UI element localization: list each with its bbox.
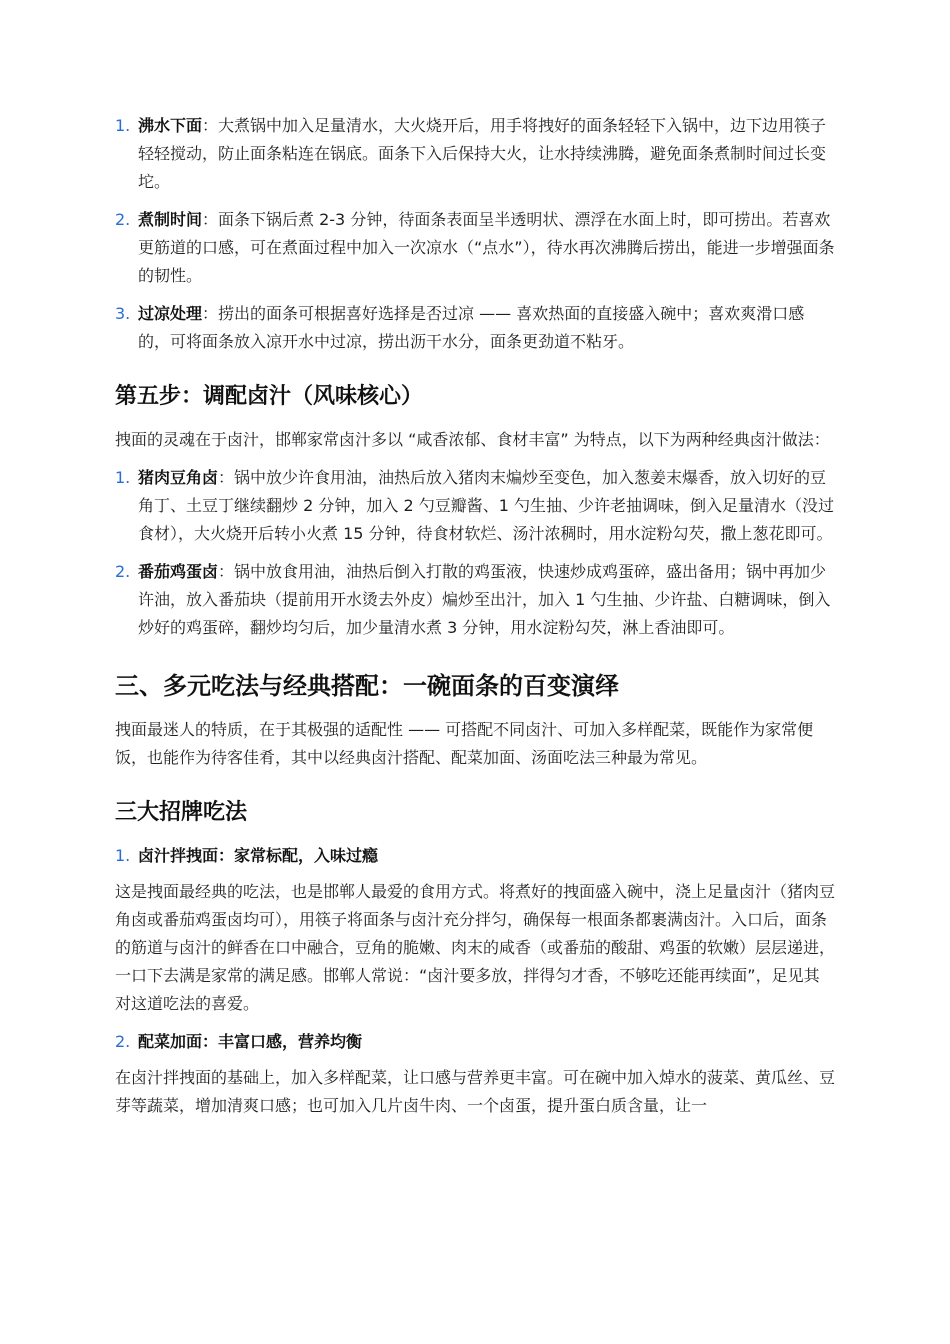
document-page — [115, 112, 835, 1130]
list-item-text: ：捞出的面条可根据喜好选择是否过凉 —— 喜欢热面的直接盛入碗中；喜欢爽滑口感的，可将面条放入凉开水中过凉，捞出沥干水分，面条更劲道不粘牙。 — [138, 304, 805, 351]
list-item-text: ：锅中放少许食用油，油热后放入猪肉末煸炒至变色，加入葱姜末爆香，放入切好的豆角丁、土豆丁继续翻炒 2 分钟，加入 2 勺豆瓣酱、1 勺生抽、少许老抽调味，倒入足量清水（没过食材），大火烧开后转小火煮 15 分钟，待食材软烂、汤汁浓稠时，用水淀粉勾芡，撒上葱花即可。 — [138, 468, 834, 543]
list-item-body — [138, 300, 835, 356]
list-item-body — [138, 112, 835, 196]
step5-heading: 第五步：调配卤汁（风味核心） — [115, 384, 424, 409]
list-item-text: ：面条下锅后煮 2-3 分钟，待面条表面呈半透明状、漂浮在水面上时，即可捞出。若喜欢更筋道的口感，可在煮面过程中加入一次凉水（“点水”），待水再次沸腾后捞出，能进一步增强面条的韧性。 — [138, 210, 835, 285]
cooking-steps-list — [115, 112, 835, 356]
list-number: 1. — [115, 468, 131, 487]
list-item-text: ：大煮锅中加入足量清水，大火烧开后，用手将拽好的面条轻轻下入锅中，边下边用筷子轻轻搅动，防止面条粘连在锅底。面条下入后保持大火，让水持续沸腾，避免面条煮制时间过长变坨。 — [138, 116, 827, 191]
list-item — [115, 464, 835, 548]
step5-intro: 拽面的灵魂在于卤汁，邯郸家常卤汁多以 “咸香浓郁、食材丰富” 为特点，以下为两种经典卤汁做法： — [115, 430, 830, 449]
list-number: 1. — [115, 116, 131, 135]
section3-intro: 拽面最迷人的特质，在于其极强的适配性 —— 可搭配不同卤汁、可加入多样配菜，既能作为家常便饭，也能作为待客佳肴，其中以经典卤汁搭配、配菜加面、汤面吃法三种最为常见。 — [115, 720, 814, 767]
method-title: 配菜加面：丰富口感，营养均衡 — [138, 1032, 363, 1051]
sauce-list — [115, 464, 835, 642]
method-subheading — [115, 842, 835, 870]
list-number: 2. — [115, 1032, 131, 1051]
method-title: 卤汁拌拽面：家常标配，入味过瘾 — [138, 846, 379, 865]
list-number: 2. — [115, 210, 131, 229]
list-item-body — [138, 206, 835, 290]
list-item-title: 沸水下面 — [138, 116, 203, 135]
list-item-title: 过凉处理 — [138, 304, 203, 323]
list-item-title: 番茄鸡蛋卤 — [138, 562, 219, 581]
method-subheading — [115, 1028, 835, 1056]
method-description: 这是拽面最经典的吃法，也是邯郸人最爱的食用方式。将煮好的拽面盛入碗中，浇上足量卤汁（猪肉豆角卤或番茄鸡蛋卤均可），用筷子将面条与卤汁充分拌匀，确保每一根面条都裹满卤汁。入口后，面条的筋道与卤汁的鲜香在口中融合，豆角的脆嫩、肉末的咸香（或番茄的酸甜、鸡蛋的软嫩）层层递进，一口下去满是家常的满足感。邯郸人常说：“卤汁要多放，拌得匀才香，不够吃还能再续面”，足见其对这道吃法的喜爱。 — [115, 882, 836, 1013]
list-item-body — [138, 558, 835, 642]
list-number: 3. — [115, 304, 131, 323]
list-item — [115, 558, 835, 642]
list-item — [115, 206, 835, 290]
list-number: 1. — [115, 846, 131, 865]
list-item — [115, 112, 835, 196]
list-item-title: 煮制时间 — [138, 210, 203, 229]
list-item-title: 猪肉豆角卤 — [138, 468, 219, 487]
list-item-text: ：锅中放食用油，油热后倒入打散的鸡蛋液，快速炒成鸡蛋碎，盛出备用；锅中再加少许油，放入番茄块（提前用开水烫去外皮）煸炒至出汁，加入 1 勺生抽、少许盐、白糖调味，倒入炒好的鸡蛋碎，翻炒均匀后，加少量清水煮 3 分钟，用水淀粉勾芡，淋上香油即可。 — [138, 562, 831, 637]
list-number: 2. — [115, 562, 131, 581]
method-description: 在卤汁拌拽面的基础上，加入多样配菜，让口感与营养更丰富。可在碗中加入焯水的菠菜、黄瓜丝、豆芽等蔬菜，增加清爽口感；也可加入几片卤牛肉、一个卤蛋，提升蛋白质含量，让一 — [115, 1068, 836, 1115]
list-item-body — [138, 464, 835, 548]
section3-heading: 三、多元吃法与经典搭配：一碗面条的百变演绎 — [115, 672, 619, 700]
list-item — [115, 300, 835, 356]
methods-heading: 三大招牌吃法 — [115, 800, 248, 825]
